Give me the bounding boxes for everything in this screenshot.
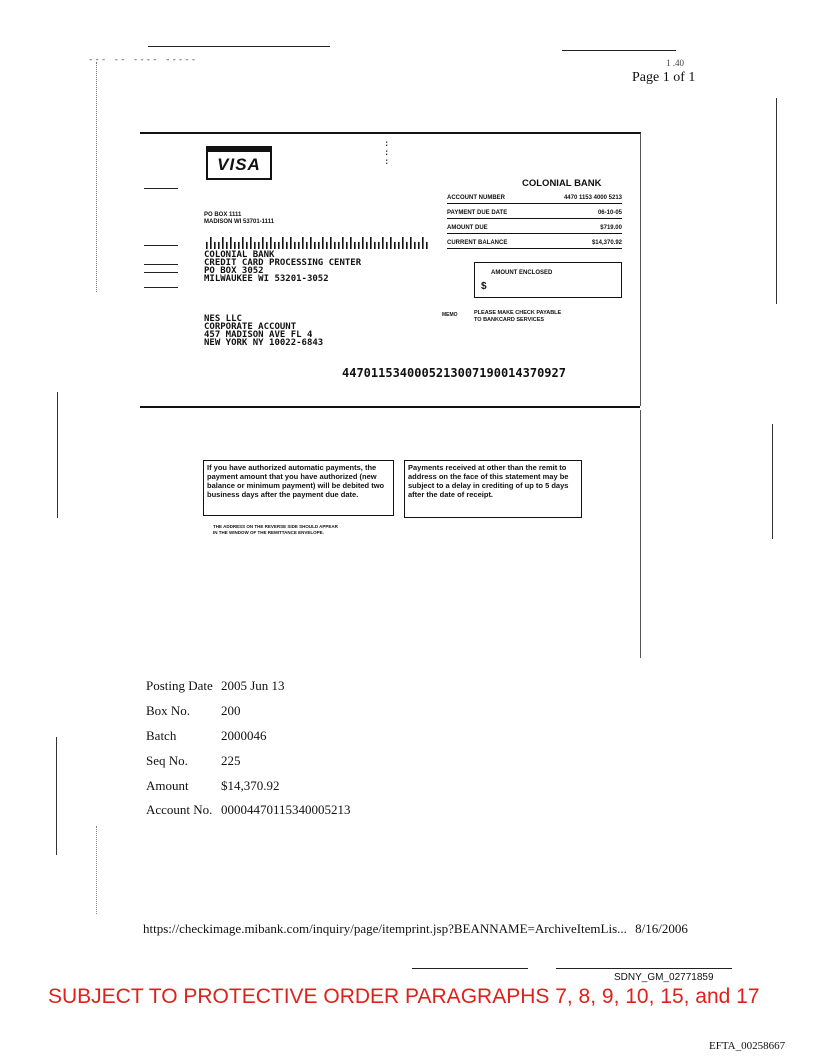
autopay-notice: If you have authorized automatic payments, the payment amount that you have authorized (new balance or minimum payment) will be debited two business days after the payment due date. (203, 460, 394, 516)
left-edge-mark (57, 392, 58, 518)
stub-tick-4 (144, 272, 178, 273)
account-no-label: Account No. (146, 802, 213, 817)
barcode-bar (258, 242, 260, 249)
header-fragment: 1 .40 (666, 58, 684, 68)
barcode-bar (386, 242, 388, 249)
barcode-bar (414, 242, 416, 249)
footer-date: 8/16/2006 (635, 921, 688, 936)
payee-line3: 457 MADISON AVE FL 4 (204, 330, 313, 340)
payment-due-date-value: 06-10-05 (597, 210, 622, 216)
barcode-bar (310, 237, 312, 249)
stub-tick-1 (144, 188, 178, 189)
address-note-line1: THE ADDRESS ON THE REVERSE SIDE SHOULD APPEAR (213, 524, 338, 529)
barcode-bar (374, 242, 376, 249)
payment-due-date-label: PAYMENT DUE DATE (447, 210, 508, 216)
amount-value: $14,370.92 (221, 778, 280, 793)
barcode-bar (346, 242, 348, 249)
barcode-bar (206, 242, 208, 249)
current-balance-value: $14,370.92 (591, 240, 622, 246)
payment-due-date-row (447, 206, 622, 219)
po-box-line1: PO BOX 1111 (204, 212, 242, 218)
barcode-bar (382, 237, 384, 249)
amount-enclosed-dollar: $ (481, 281, 487, 292)
left-edge-mark-3 (56, 737, 57, 855)
barcode-bar (366, 242, 368, 249)
footer-rule-left (412, 968, 528, 969)
barcode-bar (418, 242, 420, 249)
barcode-bar (354, 242, 356, 249)
barcode-bar (262, 237, 264, 249)
barcode-bar (210, 237, 212, 249)
barcode-bar (278, 242, 280, 249)
stub-tick-2 (144, 245, 178, 246)
amount-due-value: $719.00 (600, 225, 622, 231)
barcode-bar (230, 237, 232, 249)
barcode-bar (254, 242, 256, 249)
barcode-bar (426, 242, 428, 249)
right-edge-mark-2 (772, 424, 773, 539)
barcode-bar (362, 237, 364, 249)
top-rule-right (562, 50, 676, 51)
left-margin-dots (96, 62, 98, 292)
barcode-bar (410, 237, 412, 249)
barcode-bar (394, 242, 396, 249)
page-number: Page 1 of 1 (632, 70, 696, 85)
amount-enclosed-label: AMOUNT ENCLOSED (491, 270, 553, 276)
barcode-bar (322, 237, 324, 249)
barcode-bar (298, 242, 300, 249)
barcode-bar (314, 242, 316, 249)
barcode-bar (234, 242, 236, 249)
amount-label: Amount (146, 778, 189, 793)
remit-address-line3: PO BOX 3052 (204, 266, 264, 276)
barcode-bar (274, 242, 276, 249)
seq-value: 225 (221, 753, 241, 768)
top-rule-left (148, 46, 330, 47)
efta-id: EFTA_00258667 (709, 1040, 786, 1052)
barcode-bar (350, 237, 352, 249)
po-box-line2: MADISON WI 53701-1111 (204, 219, 275, 225)
check-note-line1: PLEASE MAKE CHECK PAYABLE (474, 310, 562, 316)
barcode-bar (294, 242, 296, 249)
payee-line1: NES LLC (204, 314, 242, 324)
footer-url (143, 921, 688, 937)
box-value: 200 (221, 703, 241, 718)
barcode-bar (226, 242, 228, 249)
barcode-bar (318, 242, 320, 249)
barcode-bar (342, 237, 344, 249)
barcode-bar (238, 242, 240, 249)
barcode-bar (286, 242, 288, 249)
left-margin-dots-2 (96, 826, 98, 914)
payee-line4: NEW YORK NY 10022-6843 (204, 338, 324, 348)
amount-due-row (447, 221, 622, 234)
stub-right-edge (640, 410, 641, 658)
stub-divider (140, 406, 640, 408)
footer-rule-right (556, 968, 732, 969)
barcode-bar (330, 237, 332, 249)
barcode-bar (282, 237, 284, 249)
remit-address-line2: CREDIT CARD PROCESSING CENTER (204, 258, 362, 268)
barcode-bar (218, 242, 220, 249)
batch-value: 2000046 (221, 728, 267, 743)
bank-name: COLONIAL BANK (522, 178, 602, 189)
account-number-value: 4470 1153 4000 5213 (563, 195, 622, 201)
barcode-bar (378, 242, 380, 249)
account-number-row (447, 191, 622, 204)
barcode-bar (334, 242, 336, 249)
remit-address-line1: COLONIAL BANK (204, 250, 275, 260)
barcode-bar (266, 242, 268, 249)
barcode-bar (246, 242, 248, 249)
barcode-bar (270, 237, 272, 249)
payee-line2: CORPORATE ACCOUNT (204, 322, 297, 332)
bates-code: SDNY_GM_02771859 (614, 972, 714, 983)
barcode-bar (390, 237, 392, 249)
amount-due-label: AMOUNT DUE (447, 225, 488, 231)
address-note-line2: IN THE WINDOW OF THE REMITTANCE ENVELOPE. (213, 530, 324, 535)
barcode-bar (242, 237, 244, 249)
remit-notice: Payments received at other than the remit to address on the face of this statement may be subject to a delay in crediting of up to 5 days after the date of receipt. (404, 460, 582, 518)
amount-enclosed-box (474, 262, 622, 298)
perforation-dots: : : : (384, 139, 390, 167)
batch-label: Batch (146, 728, 177, 743)
barcode-bar (326, 242, 328, 249)
postal-barcode (206, 237, 430, 249)
header-dashes: --- -- ---- ----- (88, 55, 198, 65)
check-note-line2: TO BANKCARD SERVICES (474, 317, 545, 323)
barcode-bar (338, 242, 340, 249)
current-balance-row (447, 236, 622, 249)
footer-url-text: https://checkimage.mibank.com/inquiry/page/itemprint.jsp?BEANNAME=ArchiveItemLis... (143, 921, 627, 936)
barcode-bar (402, 237, 404, 249)
barcode-bar (222, 237, 224, 249)
barcode-bar (302, 237, 304, 249)
account-no-value: 00004470115340005213 (221, 802, 351, 817)
box-label: Box No. (146, 703, 191, 718)
barcode-bar (358, 242, 360, 249)
barcode-bar (250, 237, 252, 249)
barcode-bar (398, 242, 400, 249)
barcode-bar (370, 237, 372, 249)
barcode-bar (306, 242, 308, 249)
right-edge-mark-1 (776, 98, 777, 304)
barcode-bar (422, 237, 424, 249)
current-balance-label: CURRENT BALANCE (447, 240, 508, 246)
barcode-bar (406, 242, 408, 249)
account-number-label: ACCOUNT NUMBER (447, 195, 505, 201)
visa-logo: VISA (206, 146, 272, 180)
barcode-bar (290, 237, 292, 249)
posting-date-label: Posting Date (146, 678, 213, 693)
seq-label: Seq No. (146, 753, 188, 768)
remit-address-line4: MILWAUKEE WI 53201-3052 (204, 274, 329, 284)
micr-line: 4470115340005213007190014370927 (342, 366, 566, 380)
protective-order-notice: SUBJECT TO PROTECTIVE ORDER PARAGRAPHS 7, 8, 9, 10, 15, and 17 (48, 985, 760, 1008)
stub-tick-5 (144, 287, 178, 288)
stub-tick-3 (144, 264, 178, 265)
barcode-bar (214, 242, 216, 249)
memo-label: MEMO (442, 312, 458, 318)
posting-date-value: 2005 Jun 13 (221, 678, 285, 693)
